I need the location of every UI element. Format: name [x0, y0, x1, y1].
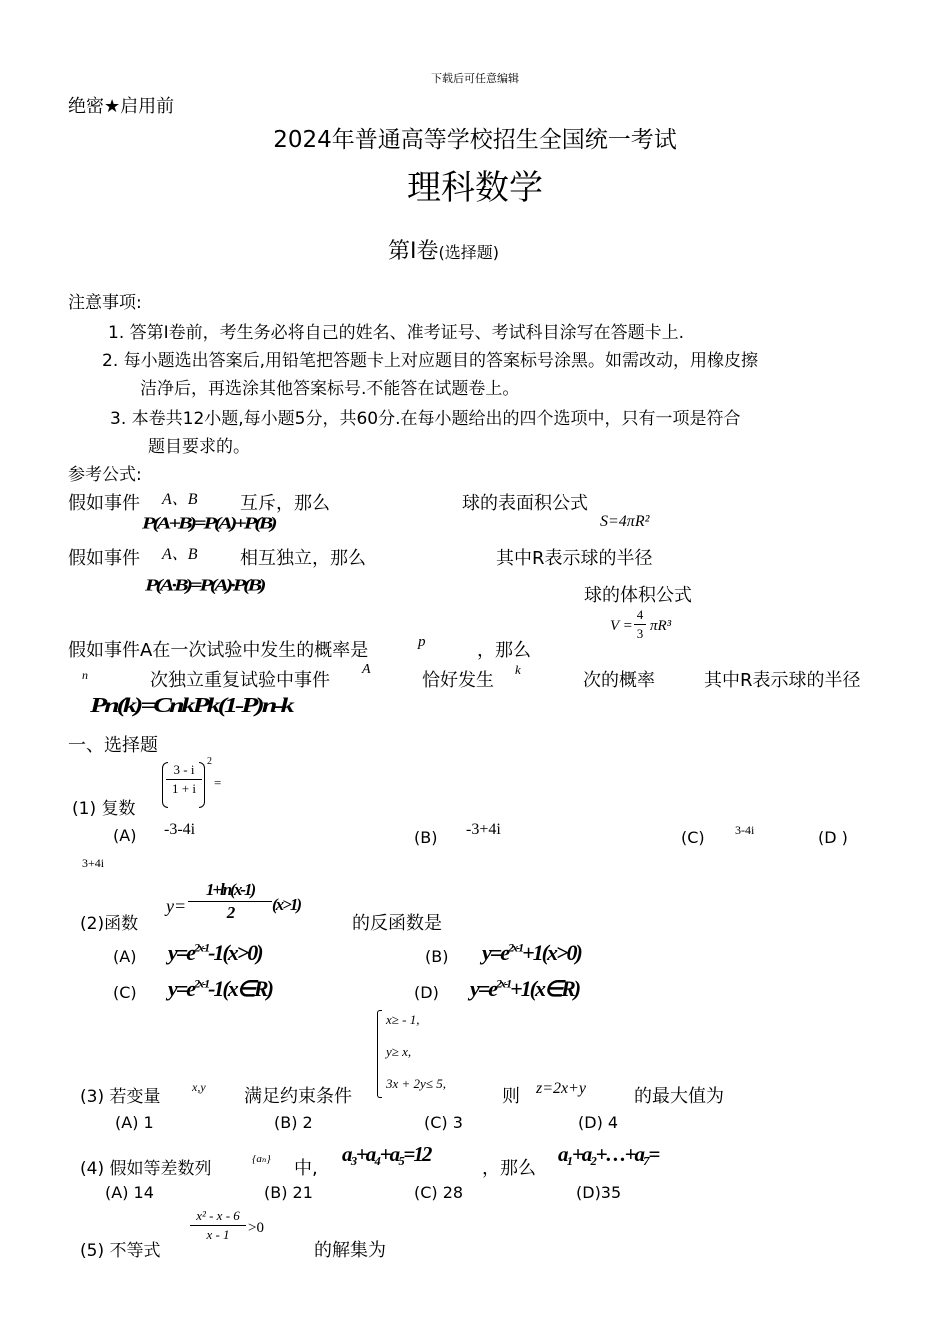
q3-tail: 的最大值为 — [634, 1086, 724, 1107]
q2-option-b — [482, 940, 581, 966]
volume-title-main: 第Ⅰ卷 — [388, 239, 439, 264]
q3-then: 则 — [502, 1086, 520, 1107]
q2-option-a — [168, 940, 262, 966]
q2-fraction — [188, 880, 272, 923]
formula-row1-ab: A、B — [162, 491, 198, 508]
formula-row4-n: n — [82, 668, 88, 682]
q2-option-a-exp: 2x-1 — [194, 940, 209, 955]
q2-option-a-base: y=e — [168, 940, 195, 965]
q4-ask: a₁+a₂+…+a₇= — [558, 1142, 659, 1166]
subject-title: 理科数学 — [407, 168, 543, 208]
q1-label: (1) 复数 — [72, 799, 136, 819]
q3-constraint: y≥ x, — [386, 1044, 412, 1059]
q3-option-a: (A) 1 — [115, 1113, 154, 1132]
fraction-numerator: 3 - i — [173, 762, 195, 777]
q1-option-d: 3+4i — [82, 856, 105, 870]
formula-row1-c: 球的表面积公式 — [462, 493, 588, 514]
q5-gt: >0 — [248, 1220, 264, 1236]
fraction-denominator: 2 — [226, 903, 234, 922]
fraction-bar — [188, 901, 272, 902]
section-heading: 一、选择题 — [68, 735, 158, 756]
q2-option-d-exp: 2x-1 — [496, 976, 511, 991]
q2-y: y= — [166, 896, 187, 916]
q2-option-d-base: y=e — [470, 976, 497, 1001]
q2-option-b-tail: +1(x>0) — [522, 940, 581, 965]
formula-row2-ab: A、B — [162, 546, 198, 563]
fraction-numerator: 4 — [636, 607, 644, 622]
sphere-volume-label: 球的体积公式 — [584, 585, 692, 606]
q4-option-c: (C) 28 — [414, 1183, 464, 1202]
q2-option-c-exp: 2x-1 — [194, 976, 209, 991]
q2-option-c-base: y=e — [168, 976, 195, 1001]
q2-option-d-tail: +1(x∈R) — [510, 976, 580, 1001]
q1-option-a-label: (A) — [113, 826, 137, 845]
q4-label: (4) 假如等差数列 — [80, 1159, 212, 1179]
formula-mutually-exclusive: P(A+B)=P(A)+P(B) — [142, 513, 275, 532]
q5-fraction — [190, 1208, 246, 1243]
q1-option-d-label: (D ) — [818, 828, 848, 847]
formula-binomial: Pn(k)=CnkPk(1-P)n-k — [90, 694, 292, 718]
q2-label: (2)函数 — [80, 914, 139, 934]
q3-option-b: (B) 2 — [274, 1113, 313, 1132]
notice-item: 3. 本卷共12小题,每小题5分，共60分.在每小题给出的四个选项中，只有一项是符合 — [110, 409, 741, 429]
q2-tail: 的反函数是 — [352, 913, 442, 934]
q1-option-c: 3-4i — [735, 823, 755, 837]
q2-option-c-tail: -1(x∈R) — [208, 976, 272, 1001]
q1-equals: = — [214, 775, 222, 790]
q3-constraint: 3x + 2y≤ 5, — [386, 1076, 446, 1091]
q2-option-b-base: y=e — [482, 940, 509, 965]
q1-option-c-label: (C) — [681, 828, 705, 847]
sphere-volume-fraction — [634, 607, 646, 642]
formula-row3-p: p — [418, 634, 426, 650]
exam-title: 2024年普通高等学校招生全国统一考试 — [273, 127, 677, 153]
notice-item: 1. 答第Ⅰ卷前，考生务必将自己的姓名、准考证号、考试科目涂写在答题卡上. — [108, 323, 685, 343]
q2-option-a-label: (A) — [113, 947, 137, 966]
formula-independent: P(A·B)=P(A)·P(B) — [145, 575, 264, 594]
formulas-heading: 参考公式: — [68, 465, 142, 485]
q2-option-c — [168, 976, 272, 1002]
fraction-denominator: 1 + i — [172, 781, 196, 796]
fraction-bar — [190, 1225, 246, 1226]
formula-row4-A: A — [362, 662, 371, 677]
notice-heading: 注意事项: — [68, 293, 142, 313]
notice-item: 2. 每小题选出答案后,用铅笔把答题卡上对应题目的答案标号涂黑。如需改动，用橡皮擦 — [102, 351, 759, 371]
q4-sequence: {aₙ} — [252, 1153, 271, 1165]
q3-label: (3) 若变量 — [80, 1087, 161, 1107]
formula-row4-a: 次独立重复试验中事件 — [150, 670, 330, 691]
q1-exponent: 2 — [207, 756, 212, 767]
volume-title — [388, 234, 499, 265]
notice-item: 题目要求的。 — [148, 437, 250, 457]
notice-item: 洁净后，再选涂其他答案标号.不能答在试题卷上。 — [140, 379, 520, 399]
fraction-numerator: 1+ln(x-1) — [205, 880, 255, 899]
q2-condition: (x>1) — [272, 895, 301, 914]
formula-row4-c: 次的概率 — [583, 670, 655, 691]
formula-row1-b: 互斥，那么 — [240, 493, 330, 514]
q1-fraction — [166, 762, 202, 797]
fraction-bar — [634, 624, 646, 625]
q2-option-d-label: (D) — [414, 983, 439, 1002]
header-note: 下载后可任意编辑 — [431, 72, 519, 85]
q3-constraint: x≥ - 1, — [386, 1012, 420, 1027]
q4-mid: 中, — [294, 1158, 318, 1179]
q5-tail: 的解集为 — [314, 1240, 386, 1261]
q2-option-b-exp: 2x-1 — [508, 940, 523, 955]
q4-option-a: (A) 14 — [105, 1183, 154, 1202]
q4-condition: a₃+a₄+a₅=12 — [342, 1142, 431, 1166]
q1-option-b-label: (B) — [414, 828, 438, 847]
volume-title-sub: (选择题) — [438, 243, 499, 262]
formula-row4-k: k — [515, 662, 521, 677]
q1-right-paren — [199, 762, 205, 808]
sphere-area-formula: S=4πR² — [600, 513, 650, 530]
sphere-volume-tail: πR³ — [650, 618, 672, 634]
q3-brace — [377, 1010, 382, 1098]
formula-row4-d: 其中R表示球的半径 — [704, 670, 861, 691]
q2-option-d — [470, 976, 579, 1002]
fraction-denominator: 3 — [636, 626, 644, 641]
formula-row3-a: 假如事件A在一次试验中发生的概率是 — [68, 640, 369, 661]
q1-option-a: -3-4i — [164, 821, 196, 838]
fraction-numerator: x² - x - 6 — [196, 1208, 240, 1223]
q3-option-d: (D) 4 — [578, 1113, 619, 1132]
q2-option-a-tail: -1(x>0) — [208, 940, 262, 965]
q4-option-b: (B) 21 — [264, 1183, 313, 1202]
formula-row2-c: 其中R表示球的半径 — [496, 548, 653, 569]
q4-option-d: (D)35 — [576, 1183, 622, 1202]
q5-label: (5) 不等式 — [80, 1241, 161, 1261]
sphere-volume-v: V = — [610, 618, 633, 634]
formula-row1-a: 假如事件 — [68, 493, 140, 514]
formula-row2-b: 相互独立，那么 — [240, 548, 366, 569]
fraction-denominator: x - 1 — [206, 1227, 230, 1242]
fraction-bar — [166, 779, 202, 780]
formula-row2-a: 假如事件 — [68, 548, 140, 569]
q2-option-c-label: (C) — [113, 983, 137, 1002]
q2-option-b-label: (B) — [425, 947, 449, 966]
formula-row3-b: ，那么 — [477, 640, 531, 661]
q4-then: ，那么 — [482, 1158, 536, 1179]
q3-vars: x,y — [192, 1080, 206, 1094]
q3-option-c: (C) 3 — [424, 1113, 463, 1132]
secret-label: 绝密★启用前 — [68, 96, 175, 117]
q3-objective: z=2x+y — [536, 1080, 587, 1097]
formula-row4-b: 恰好发生 — [422, 670, 494, 691]
q1-option-b: -3+4i — [466, 821, 501, 838]
q3-mid: 满足约束条件 — [244, 1086, 352, 1107]
